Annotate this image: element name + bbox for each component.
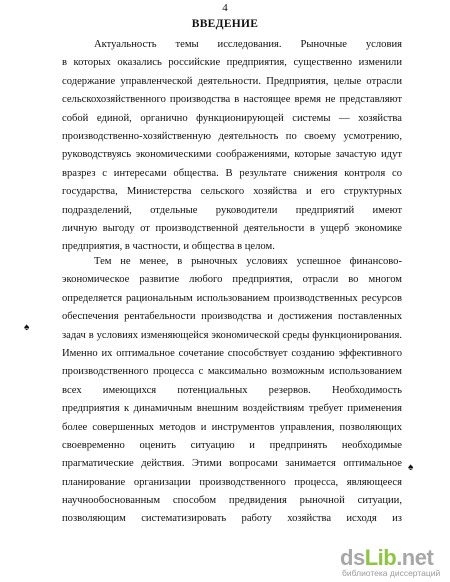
text-line: задач в условиях изменяющейся экономической среды функционирования.: [62, 329, 402, 341]
text-line: руководствуясь экономическими соображениями, которые зачастую идут: [62, 149, 402, 161]
page-title: ВВЕДЕНИЕ: [191, 18, 259, 30]
text-line: позволяющим систематизировать работу хозяйства исходя из: [62, 513, 402, 525]
text-line: собой единой, органично функционирующей системы — хозяйства: [62, 112, 402, 124]
text-line: производственного процесса с максимально возможным использованием: [62, 366, 402, 378]
logo-part-ds: ds: [340, 545, 365, 570]
text-line: предприятия к динамичным внешним воздействиям требует применения: [62, 403, 402, 415]
text-line: экономическое развитие любого предприятия, отрасли во многом: [62, 274, 402, 286]
text-line: Актуальность темы исследования. Рыночные условия: [94, 39, 402, 50]
spade-icon: ♠: [408, 462, 414, 473]
text-line: личную выгоду от производственной деятельности в ущерб экономике: [62, 222, 402, 234]
text-line: содержание управленческой деятельности. Предприятия, целые отрасли: [62, 75, 402, 87]
dslib-watermark: [340, 546, 444, 578]
text-line: определяется рациональным использованием производственных ресурсов: [62, 292, 402, 304]
text-line: государства, Министерства сельского хозяйства и его структурных: [62, 186, 402, 198]
text-line: подразделений, отдельные руководители предприятий имеют: [62, 204, 402, 216]
text-line: своевременно оценить ситуацию и предпринять необходимые: [62, 439, 402, 451]
text-line: обеспечения рентабельности производства и достижения поставленных: [62, 311, 402, 323]
watermark-subtitle: библиотека диссертаций: [342, 568, 441, 578]
text-line: производственно-хозяйственную деятельность по своему усмотрению,: [62, 130, 402, 142]
paragraph-nevertheless: [62, 253, 402, 529]
text-line: всех имеющихся потенциальных резервов. Необходимость: [62, 384, 402, 396]
logo-part-lib: Lib: [364, 545, 397, 570]
dslib-logo: [340, 546, 444, 570]
paragraph-relevance: [62, 36, 402, 257]
text-line: Именно их оптимальное сочетание способствует созданию эффективного: [62, 347, 402, 359]
text-line: вразрез с интересами общества. В результате снижения контроля со: [62, 167, 402, 179]
text-line: планирование организации производственного процесса, являющееся: [62, 476, 402, 488]
text-line: сельскохозяйственного производства в настоящее время не представляют: [62, 94, 402, 106]
text-line: прагматические действия. Этими вопросами занимается оптимальное: [62, 458, 402, 470]
text-line: научнообоснованным способом предвидения рыночной ситуации,: [62, 495, 402, 507]
spade-icon: ♠: [24, 322, 30, 333]
logo-part-net: .net: [396, 545, 434, 570]
text-line: в которых оказались российские предприятия, существенно изменили: [62, 57, 402, 69]
text-line: Тем не менее, в рыночных условиях успешное финансово-: [94, 256, 402, 267]
text-line: более совершенных методов и инструментов управления, позволяющих: [62, 421, 402, 433]
text-line: предприятия, в частности, и общества в целом.: [62, 241, 275, 253]
page-number: 4: [222, 2, 228, 14]
